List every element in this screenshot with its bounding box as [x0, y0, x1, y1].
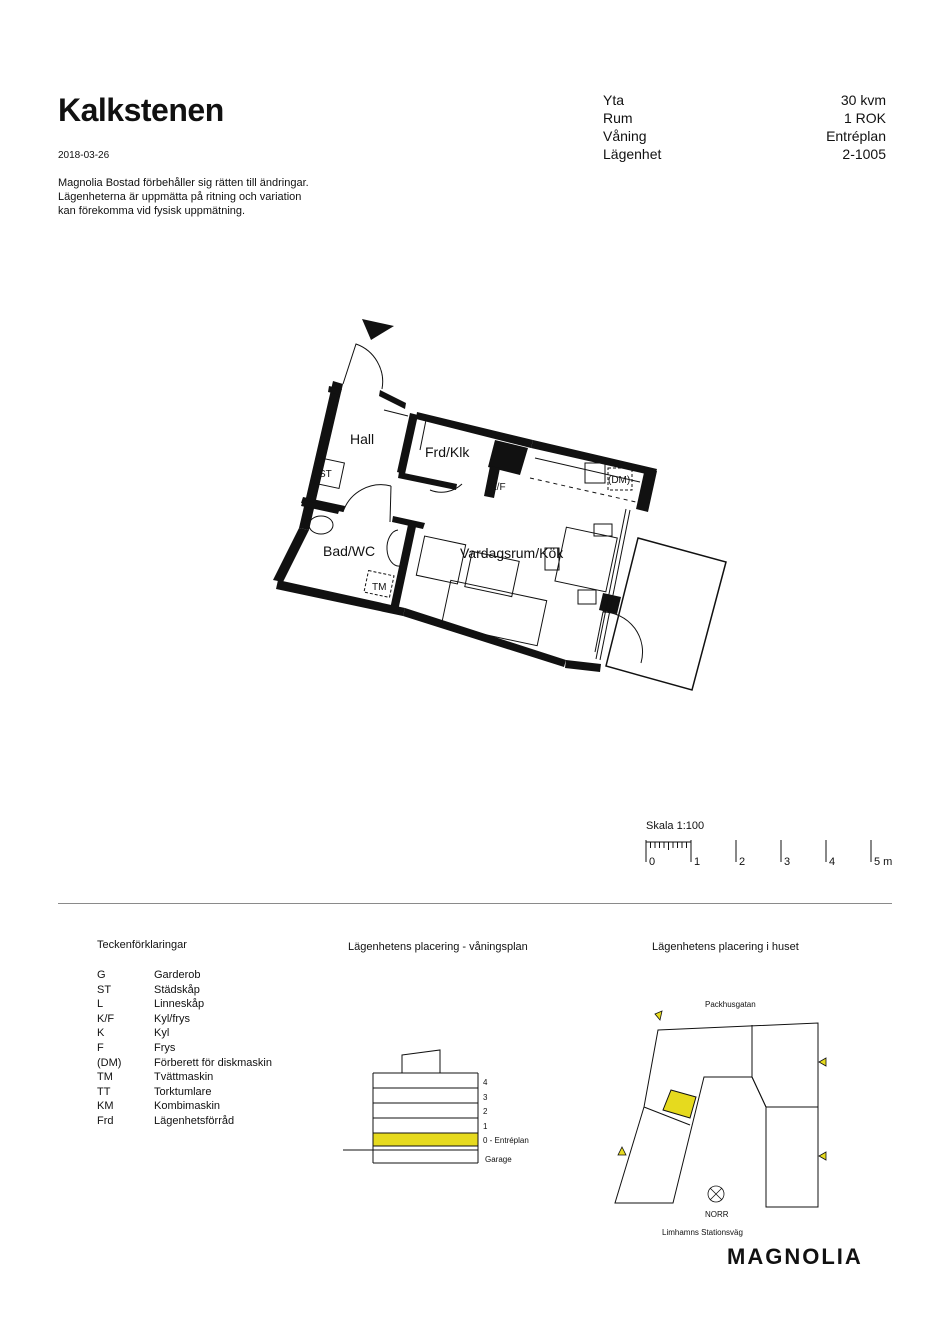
street-label-top: Packhusgatan — [705, 1000, 756, 1009]
scale-tick-label: 2 — [739, 856, 746, 868]
floor-placement-title: Lägenhetens placering - våningsplan — [348, 941, 528, 953]
fact-value: 1 ROK — [843, 110, 886, 126]
room-label-living: Vardagsrum/Kök — [460, 545, 564, 561]
fixture-label-kf: K/F — [490, 482, 506, 493]
legend-item — [97, 997, 272, 1012]
legend-item — [97, 1012, 272, 1027]
house-placement-title: Lägenhetens placering i huset — [652, 941, 799, 953]
room-label-bathroom: Bad/WC — [323, 543, 376, 559]
current-floor-highlight — [373, 1133, 478, 1146]
legend-text: Garderob — [154, 969, 201, 981]
legend-code: Frd — [97, 1114, 114, 1127]
apartment-highlight — [663, 1090, 696, 1118]
level-label: Garage — [485, 1155, 512, 1164]
scale-tick-label: 0 — [649, 856, 656, 868]
fixture-label-dm: (DM) — [608, 475, 631, 486]
balcony — [606, 538, 726, 690]
disclaimer-line: kan förekomma vid fysisk uppmätning. — [58, 205, 246, 217]
house-placement-map — [600, 995, 840, 1240]
scale-tick-label: 5 m — [874, 856, 893, 868]
legend-text: Frys — [154, 1041, 176, 1054]
entrance-arrow-icon — [362, 319, 394, 340]
document-date: 2018-03-26 — [58, 150, 110, 161]
level-label: 0 - Entréplan — [483, 1136, 529, 1145]
fact-value: 2-1005 — [842, 146, 886, 162]
entrance-markers — [618, 1011, 826, 1160]
page-title: Kalkstenen — [58, 92, 224, 128]
legend-item — [97, 1070, 272, 1085]
legend-code: L — [97, 998, 104, 1011]
fixture-label-st: ST — [319, 469, 332, 480]
legend-code: TT — [97, 1085, 111, 1098]
legend-item — [97, 1114, 272, 1129]
legend-text: Torktumlare — [154, 1085, 212, 1098]
legend-code: ST — [97, 983, 112, 996]
legend-code: F — [97, 1041, 104, 1054]
legend-text: Kombimaskin — [154, 1100, 221, 1113]
scale-tick-label: 3 — [784, 856, 791, 868]
disclaimer-line: Magnolia Bostad förbehåller sig rätten till ändringar. — [58, 177, 309, 189]
legend-item — [97, 1041, 272, 1056]
legend-item — [97, 968, 272, 983]
legend-item — [97, 1056, 272, 1071]
legend-list — [97, 968, 272, 1129]
legend-code: (DM) — [97, 1056, 122, 1069]
legend-code: K/F — [97, 1012, 115, 1025]
legend-text: Tvättmaskin — [154, 1071, 214, 1084]
legend-item — [97, 1026, 272, 1041]
fixture-label-tm: TM — [372, 582, 387, 593]
legend-text: Kyl — [154, 1027, 170, 1040]
legend-title: Teckenförklaringar — [97, 939, 187, 951]
level-label: 3 — [483, 1093, 488, 1102]
legend-code: G — [97, 969, 106, 981]
scale-bar — [640, 836, 900, 872]
room-label-storage: Frd/Klk — [425, 444, 470, 460]
fact-value: 30 kvm — [840, 92, 886, 108]
fact-label: Lägenhet — [603, 146, 662, 162]
room-label-hall: Hall — [350, 431, 375, 447]
compass-icon — [708, 1186, 724, 1202]
floor-placement-diagram — [340, 1045, 540, 1170]
brand-logo: MAGNOLIA — [727, 1244, 863, 1269]
street-label-bottom: Limhamns Stationsväg — [662, 1228, 743, 1237]
legend-item — [97, 983, 272, 998]
fact-label: Rum — [603, 110, 633, 126]
legend-text: Lägenhetsförråd — [154, 1114, 235, 1127]
legend-text: Linneskåp — [154, 998, 205, 1011]
divider — [58, 903, 892, 904]
legend-code: KM — [97, 1100, 114, 1113]
fact-label: Våning — [603, 128, 647, 144]
legend-text: Kyl/frys — [154, 1012, 191, 1025]
legend-item — [97, 1099, 272, 1114]
legend-code: TM — [97, 1071, 113, 1084]
legend-item — [97, 1085, 272, 1100]
fact-value: Entréplan — [826, 128, 886, 144]
disclaimer-line: Lägenheterna är uppmätta på ritning och variation — [58, 191, 302, 203]
compass-label: NORR — [705, 1210, 729, 1219]
legend-text: Städskåp — [154, 983, 200, 996]
level-label: 1 — [483, 1122, 488, 1131]
legend-text: Förberett för diskmaskin — [154, 1056, 272, 1069]
scale-tick-label: 1 — [694, 856, 701, 868]
level-label: 4 — [483, 1078, 488, 1087]
scale-tick-label: 4 — [829, 856, 836, 868]
scale-label: Skala 1:100 — [646, 820, 705, 832]
legend-code: K — [97, 1027, 105, 1040]
level-label: 2 — [483, 1107, 488, 1116]
fact-label: Yta — [603, 92, 625, 108]
plan-linework — [309, 344, 643, 663]
